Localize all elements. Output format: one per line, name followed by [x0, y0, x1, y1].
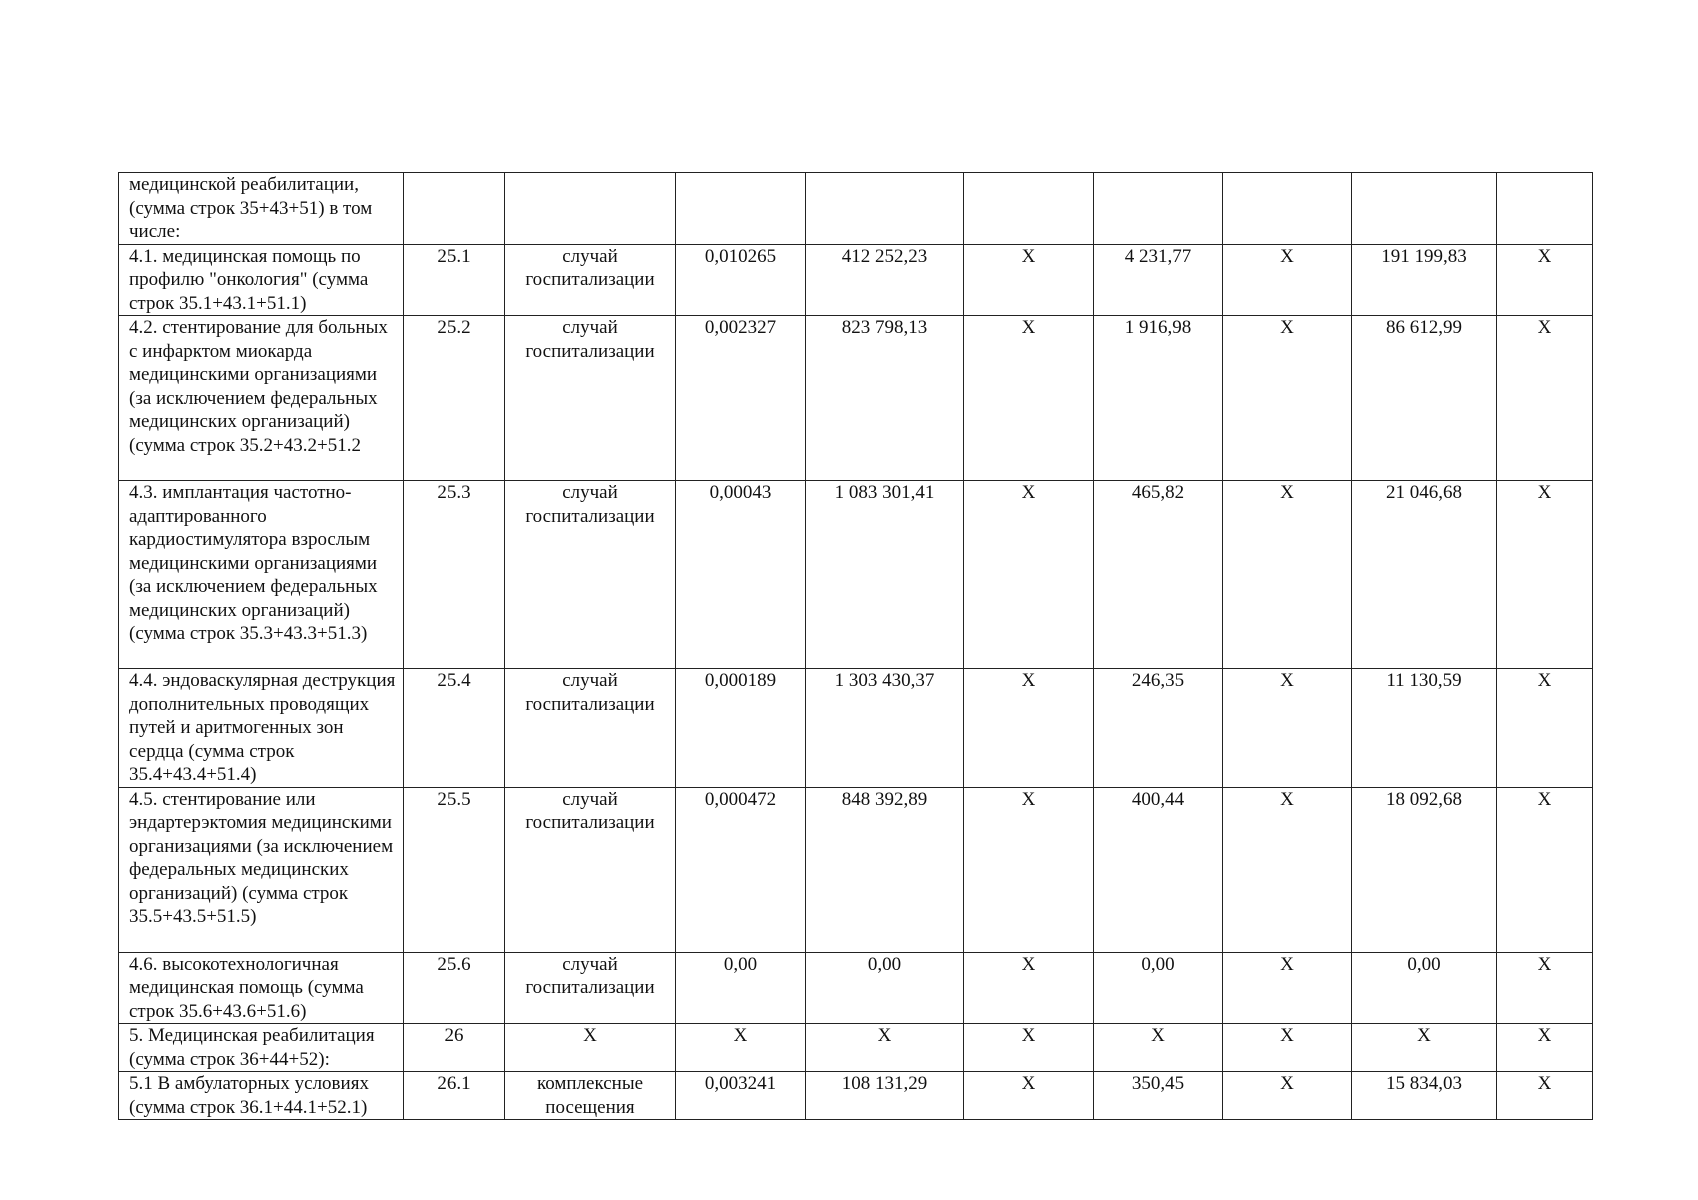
value-cell: 0,00: [1094, 952, 1223, 1024]
unit-cell: случай госпитализации: [505, 787, 676, 952]
value-cell: X: [1497, 952, 1593, 1024]
value-cell: [1497, 173, 1593, 245]
row-code-cell: [404, 173, 505, 245]
value-cell: 412 252,23: [806, 244, 964, 316]
value-cell: 191 199,83: [1352, 244, 1497, 316]
value-cell: 400,44: [1094, 787, 1223, 952]
unit-cell: случай госпитализации: [505, 669, 676, 788]
value-cell: X: [1497, 244, 1593, 316]
value-cell: [1352, 173, 1497, 245]
table-row: [119, 244, 1593, 316]
value-cell: X: [1497, 1072, 1593, 1120]
table-row: [119, 669, 1593, 788]
table-row: [119, 173, 1593, 245]
row-name-cell: 4.3. имплантация частотно-адаптированного кардиостимулятора взрослым медицинскими организациями (за исключением федеральных медицинских организаций) (сумма строк 35.3+43.3+51.3): [119, 481, 404, 669]
row-name-cell: 4.1. медицинская помощь по профилю "онкология" (сумма строк 35.1+43.1+51.1): [119, 244, 404, 316]
value-cell: [1223, 173, 1352, 245]
value-cell: 0,00043: [676, 481, 806, 669]
value-cell: X: [806, 1024, 964, 1072]
value-cell: X: [1223, 669, 1352, 788]
unit-cell: комплексные посещения: [505, 1072, 676, 1120]
table-row: [119, 787, 1593, 952]
value-cell: [964, 173, 1094, 245]
value-cell: X: [1223, 1024, 1352, 1072]
value-cell: X: [1497, 1024, 1593, 1072]
value-cell: 86 612,99: [1352, 316, 1497, 481]
row-name-cell: медицинской реабилитации, (сумма строк 35+43+51) в том числе:: [119, 173, 404, 245]
value-cell: 1 303 430,37: [806, 669, 964, 788]
value-cell: X: [1497, 481, 1593, 669]
row-code-cell: 25.5: [404, 787, 505, 952]
value-cell: 350,45: [1094, 1072, 1223, 1120]
value-cell: [676, 173, 806, 245]
row-code-cell: 26: [404, 1024, 505, 1072]
value-cell: 18 092,68: [1352, 787, 1497, 952]
row-code-cell: 26.1: [404, 1072, 505, 1120]
unit-cell: случай госпитализации: [505, 952, 676, 1024]
value-cell: X: [964, 1024, 1094, 1072]
value-cell: X: [964, 952, 1094, 1024]
value-cell: X: [964, 481, 1094, 669]
value-cell: 465,82: [1094, 481, 1223, 669]
value-cell: 1 083 301,41: [806, 481, 964, 669]
value-cell: X: [1223, 952, 1352, 1024]
value-cell: X: [1223, 1072, 1352, 1120]
value-cell: [806, 173, 964, 245]
value-cell: X: [1223, 244, 1352, 316]
table-row: [119, 316, 1593, 481]
value-cell: X: [964, 787, 1094, 952]
value-cell: 246,35: [1094, 669, 1223, 788]
value-cell: 0,00: [676, 952, 806, 1024]
value-cell: 108 131,29: [806, 1072, 964, 1120]
data-table: [118, 172, 1593, 1120]
row-code-cell: 25.1: [404, 244, 505, 316]
row-name-cell: 5.1 В амбулаторных условиях (сумма строк 36.1+44.1+52.1): [119, 1072, 404, 1120]
value-cell: X: [1497, 787, 1593, 952]
value-cell: 0,000189: [676, 669, 806, 788]
table-row: [119, 952, 1593, 1024]
value-cell: 0,000472: [676, 787, 806, 952]
value-cell: X: [1223, 316, 1352, 481]
row-code-cell: 25.2: [404, 316, 505, 481]
row-code-cell: 25.4: [404, 669, 505, 788]
value-cell: 1 916,98: [1094, 316, 1223, 481]
row-name-cell: 4.6. высокотехнологичная медицинская помощь (сумма строк 35.6+43.6+51.6): [119, 952, 404, 1024]
table-row: [119, 481, 1593, 669]
value-cell: [1094, 173, 1223, 245]
value-cell: X: [676, 1024, 806, 1072]
unit-cell: случай госпитализации: [505, 481, 676, 669]
value-cell: 0,00: [1352, 952, 1497, 1024]
row-name-cell: 4.5. стентирование или эндартерэктомия медицинскими организациями (за исключением федеральных медицинских организаций) (сумма строк 35.5+43.5+51.5): [119, 787, 404, 952]
value-cell: X: [1094, 1024, 1223, 1072]
value-cell: X: [1497, 316, 1593, 481]
value-cell: 21 046,68: [1352, 481, 1497, 669]
row-code-cell: 25.6: [404, 952, 505, 1024]
table-row: [119, 1024, 1593, 1072]
unit-cell: [505, 173, 676, 245]
value-cell: X: [964, 1072, 1094, 1120]
row-name-cell: 4.4. эндоваскулярная деструкция дополнительных проводящих путей и аритмогенных зон сердца (сумма строк 35.4+43.4+51.4): [119, 669, 404, 788]
row-name-cell: 4.2. стентирование для больных с инфарктом миокарда медицинскими организациями (за исключением федеральных медицинских организаций) (сумма строк 35.2+43.2+51.2: [119, 316, 404, 481]
unit-cell: случай госпитализации: [505, 244, 676, 316]
value-cell: 15 834,03: [1352, 1072, 1497, 1120]
table-row: [119, 1072, 1593, 1120]
row-code-cell: 25.3: [404, 481, 505, 669]
value-cell: 0,003241: [676, 1072, 806, 1120]
value-cell: 848 392,89: [806, 787, 964, 952]
value-cell: 823 798,13: [806, 316, 964, 481]
value-cell: 11 130,59: [1352, 669, 1497, 788]
value-cell: X: [1223, 787, 1352, 952]
value-cell: X: [964, 244, 1094, 316]
value-cell: X: [964, 669, 1094, 788]
value-cell: X: [964, 316, 1094, 481]
value-cell: X: [1352, 1024, 1497, 1072]
unit-cell: случай госпитализации: [505, 316, 676, 481]
value-cell: 0,010265: [676, 244, 806, 316]
value-cell: 4 231,77: [1094, 244, 1223, 316]
value-cell: 0,00: [806, 952, 964, 1024]
value-cell: 0,002327: [676, 316, 806, 481]
value-cell: X: [1497, 669, 1593, 788]
unit-cell: X: [505, 1024, 676, 1072]
row-name-cell: 5. Медицинская реабилитация (сумма строк 36+44+52):: [119, 1024, 404, 1072]
value-cell: X: [1223, 481, 1352, 669]
